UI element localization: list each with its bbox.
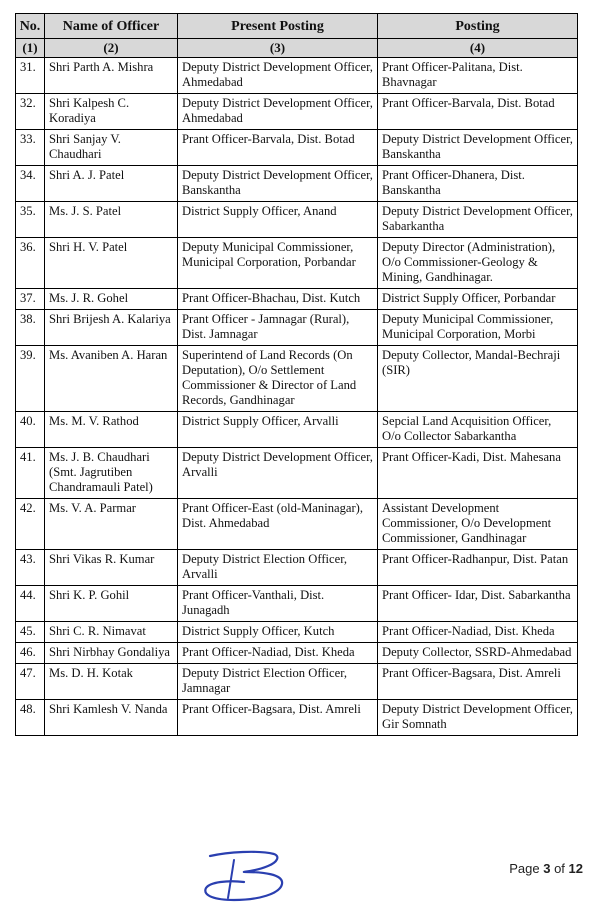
new-posting: Prant Officer- Idar, Dist. Sabarkantha <box>378 586 578 622</box>
new-posting: Prant Officer-Dhanera, Dist. Banskantha <box>378 166 578 202</box>
officer-name: Ms. J. S. Patel <box>45 202 178 238</box>
table-row <box>16 700 578 736</box>
row-number: 37. <box>16 289 45 310</box>
header-row <box>16 14 578 39</box>
new-posting: Sepcial Land Acquisition Officer, O/o Collector Sabarkantha <box>378 412 578 448</box>
row-number: 35. <box>16 202 45 238</box>
row-number: 39. <box>16 346 45 412</box>
officer-name: Shri H. V. Patel <box>45 238 178 289</box>
present-posting: District Supply Officer, Arvalli <box>178 412 378 448</box>
new-posting: Deputy Collector, SSRD-Ahmedabad <box>378 643 578 664</box>
present-posting: Prant Officer-Barvala, Dist. Botad <box>178 130 378 166</box>
new-posting: Deputy Municipal Commissioner, Municipal Corporation, Morbi <box>378 310 578 346</box>
new-posting: Deputy Collector, Mandal-Bechraji (SIR) <box>378 346 578 412</box>
new-posting: Deputy Director (Administration), O/o Commissioner-Geology & Mining, Gandhinagar. <box>378 238 578 289</box>
officer-name: Shri Kamlesh V. Nanda <box>45 700 178 736</box>
new-posting: Deputy District Development Officer, Sabarkantha <box>378 202 578 238</box>
table-row <box>16 664 578 700</box>
table-row <box>16 202 578 238</box>
present-posting: District Supply Officer, Kutch <box>178 622 378 643</box>
officer-name: Ms. V. A. Parmar <box>45 499 178 550</box>
officer-name: Shri Nirbhay Gondaliya <box>45 643 178 664</box>
row-number: 44. <box>16 586 45 622</box>
officer-name: Shri C. R. Nimavat <box>45 622 178 643</box>
page-current: 3 <box>543 861 551 876</box>
signature-mark <box>188 848 308 904</box>
table-row <box>16 238 578 289</box>
row-number: 38. <box>16 310 45 346</box>
table-row <box>16 499 578 550</box>
posting-table <box>15 13 578 736</box>
row-number: 41. <box>16 448 45 499</box>
row-number: 45. <box>16 622 45 643</box>
col-number-4: (4) <box>378 39 578 58</box>
table-row <box>16 94 578 130</box>
table-row <box>16 586 578 622</box>
row-number: 46. <box>16 643 45 664</box>
table-row <box>16 622 578 643</box>
col-number-3: (3) <box>178 39 378 58</box>
table-row <box>16 166 578 202</box>
present-posting: Prant Officer-Vanthali, Dist. Junagadh <box>178 586 378 622</box>
present-posting: Deputy District Election Officer, Jamnagar <box>178 664 378 700</box>
officer-name: Ms. J. R. Gohel <box>45 289 178 310</box>
table-row <box>16 448 578 499</box>
officer-name: Shri Brijesh A. Kalariya <box>45 310 178 346</box>
new-posting: Deputy District Development Officer, Banskantha <box>378 130 578 166</box>
present-posting: Prant Officer-Nadiad, Dist. Kheda <box>178 643 378 664</box>
page-prefix: Page <box>509 861 544 876</box>
present-posting: Deputy District Development Officer, Ahmedabad <box>178 58 378 94</box>
present-posting: Deputy District Development Officer, Arvalli <box>178 448 378 499</box>
officer-name: Ms. J. B. Chaudhari (Smt. Jagrutiben Chandramauli Patel) <box>45 448 178 499</box>
row-number: 40. <box>16 412 45 448</box>
row-number: 47. <box>16 664 45 700</box>
page-separator: of <box>550 861 569 876</box>
present-posting: Prant Officer - Jamnagar (Rural), Dist. Jamnagar <box>178 310 378 346</box>
row-number: 32. <box>16 94 45 130</box>
officer-name: Shri K. P. Gohil <box>45 586 178 622</box>
table-row <box>16 310 578 346</box>
officer-name: Ms. M. V. Rathod <box>45 412 178 448</box>
present-posting: District Supply Officer, Anand <box>178 202 378 238</box>
table-row <box>16 346 578 412</box>
present-posting: Deputy Municipal Commissioner, Municipal Corporation, Porbandar <box>178 238 378 289</box>
row-number: 31. <box>16 58 45 94</box>
col-header-present-posting: Present Posting <box>178 14 378 39</box>
page-total: 12 <box>568 861 583 876</box>
officer-name: Shri Parth A. Mishra <box>45 58 178 94</box>
present-posting: Deputy District Election Officer, Arvalli <box>178 550 378 586</box>
officer-name: Shri Kalpesh C. Koradiya <box>45 94 178 130</box>
officer-name: Ms. D. H. Kotak <box>45 664 178 700</box>
present-posting: Prant Officer-East (old-Maninagar), Dist. Ahmedabad <box>178 499 378 550</box>
row-number: 33. <box>16 130 45 166</box>
table-row <box>16 289 578 310</box>
row-number: 34. <box>16 166 45 202</box>
officer-name: Ms. Avaniben A. Haran <box>45 346 178 412</box>
row-number: 43. <box>16 550 45 586</box>
new-posting: Prant Officer-Nadiad, Dist. Kheda <box>378 622 578 643</box>
new-posting: Assistant Development Commissioner, O/o Development Commissioner, Gandhinagar <box>378 499 578 550</box>
table-row <box>16 550 578 586</box>
present-posting: Prant Officer-Bhachau, Dist. Kutch <box>178 289 378 310</box>
col-number-1: (1) <box>16 39 45 58</box>
new-posting: District Supply Officer, Porbandar <box>378 289 578 310</box>
table-row <box>16 130 578 166</box>
officer-name: Shri Vikas R. Kumar <box>45 550 178 586</box>
officer-name: Shri A. J. Patel <box>45 166 178 202</box>
row-number: 48. <box>16 700 45 736</box>
new-posting: Deputy District Development Officer, Gir Somnath <box>378 700 578 736</box>
present-posting: Prant Officer-Bagsara, Dist. Amreli <box>178 700 378 736</box>
page-number <box>509 861 583 876</box>
col-header-no: No. <box>16 14 45 39</box>
table-row <box>16 412 578 448</box>
new-posting: Prant Officer-Kadi, Dist. Mahesana <box>378 448 578 499</box>
new-posting: Prant Officer-Barvala, Dist. Botad <box>378 94 578 130</box>
col-header-name: Name of Officer <box>45 14 178 39</box>
row-number: 36. <box>16 238 45 289</box>
officer-name: Shri Sanjay V. Chaudhari <box>45 130 178 166</box>
present-posting: Deputy District Development Officer, Ahmedabad <box>178 94 378 130</box>
column-number-row <box>16 39 578 58</box>
new-posting: Prant Officer-Bagsara, Dist. Amreli <box>378 664 578 700</box>
col-header-posting: Posting <box>378 14 578 39</box>
table-row <box>16 58 578 94</box>
table-row <box>16 643 578 664</box>
col-number-2: (2) <box>45 39 178 58</box>
new-posting: Prant Officer-Palitana, Dist. Bhavnagar <box>378 58 578 94</box>
present-posting: Superintend of Land Records (On Deputation), O/o Settlement Commissioner & Director of Land Records, Gandhinagar <box>178 346 378 412</box>
new-posting: Prant Officer-Radhanpur, Dist. Patan <box>378 550 578 586</box>
row-number: 42. <box>16 499 45 550</box>
present-posting: Deputy District Development Officer, Banskantha <box>178 166 378 202</box>
